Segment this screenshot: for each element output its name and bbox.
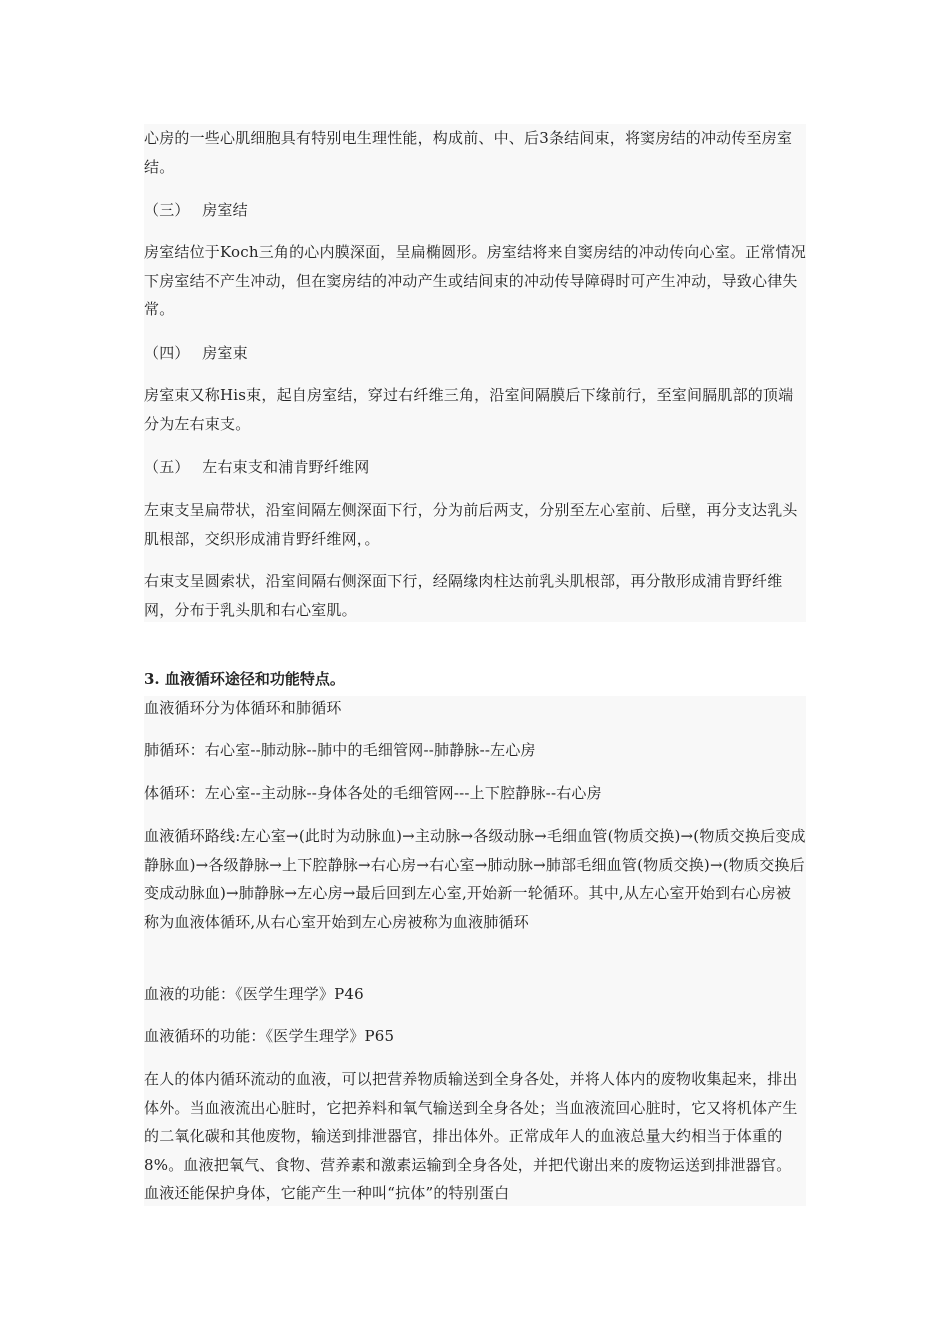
subheading-av-bundle: （四） 房室束 (144, 344, 248, 362)
paragraph-right-bundle-branch: 右束支呈圆索状，沿室间隔右侧深面下行，经隔缘肉柱达前乳头肌根部，再分散形成浦肯野纤维网，分布于乳头肌和右心室肌。 (144, 572, 783, 619)
subheading-bundle-branches: （五） 左右束支和浦肯野纤维网 (144, 458, 370, 476)
paragraph-blood-circulation-description: 在人的体内循环流动的血液，可以把营养物质输送到全身各处，并将人体内的废物收集起来，排出体外。当血液流出心脏时，它把养料和氧气输送到全身各处；当血液流回心脏时，它又将机体产生的二氧化碳和其他废物，输送到排泄器官，排出体外。正常成年人的血液总量大约相当于体重的8%。血液把氧气、食物、营养素和激素运输到全身各处，并把代谢出来的废物运送到排泄器官。血液还能保护身体，它能产生一种叫“抗体”的特别蛋白 (144, 1070, 798, 1202)
paragraph-av-bundle: 房室束又称His束，起自房室结，穿过右纤维三角，沿室间隔膜后下缘前行，至室间膈肌部的顶端分为左右束支。 (144, 386, 794, 433)
paragraph-circulation-function-ref: 血液循环的功能：《医学生理学》P65 (144, 1027, 395, 1045)
paragraph-blood-function-ref: 血液的功能：《医学生理学》P46 (144, 985, 364, 1003)
paragraph-av-node: 房室结位于Koch三角的心内膜深面，呈扁椭圆形。房室结将来自窦房结的冲动传向心室。正常情况下房室结不产生冲动，但在窦房结的冲动产生或结间束的冲动传导障碍时可产生冲动，导致心律失常。 (144, 243, 806, 318)
paragraph-systemic-circulation: 体循环：左心室--主动脉--身体各处的毛细管网---上下腔静脉--右心房 (144, 784, 602, 802)
paragraph-circulation-route: 血液循环路线:左心室→(此时为动脉血)→主动脉→各级动脉→毛细血管(物质交换)→(物质交换后变成静脉血)→各级静脉→上下腔静脉→右心房→右心室→肺动脉→肺部毛细血管(物质交换)→(物质交换后变成动脉血)→肺静脉→左心房→最后回到左心室,开始新一轮循环。其中,从左心室开始到右心房被称为血液体循环,从右心室开始到左心房被称为血液肺循环 (144, 827, 806, 931)
paragraph-circulation-types: 血液循环分为体循环和肺循环 (144, 699, 342, 717)
paragraph-pulmonary-circulation: 肺循环：右心室--肺动脉--肺中的毛细管网--肺静脉--左心房 (144, 741, 536, 759)
section-heading-blood-circulation: 3. 血液循环途径和功能特点。 (144, 670, 345, 688)
paragraph-left-bundle-branch: 左束支呈扁带状，沿室间隔左侧深面下行，分为前后两支，分别至左心室前、后壁，再分支达乳头肌根部，交织形成浦肯野纤维网，。 (144, 501, 798, 548)
paragraph-internodal-tracts: 心房的一些心肌细胞具有特别电生理性能，构成前、中、后3条结间束，将窦房结的冲动传至房室结。 (144, 129, 793, 176)
subheading-av-node: （三） 房室结 (144, 201, 248, 219)
